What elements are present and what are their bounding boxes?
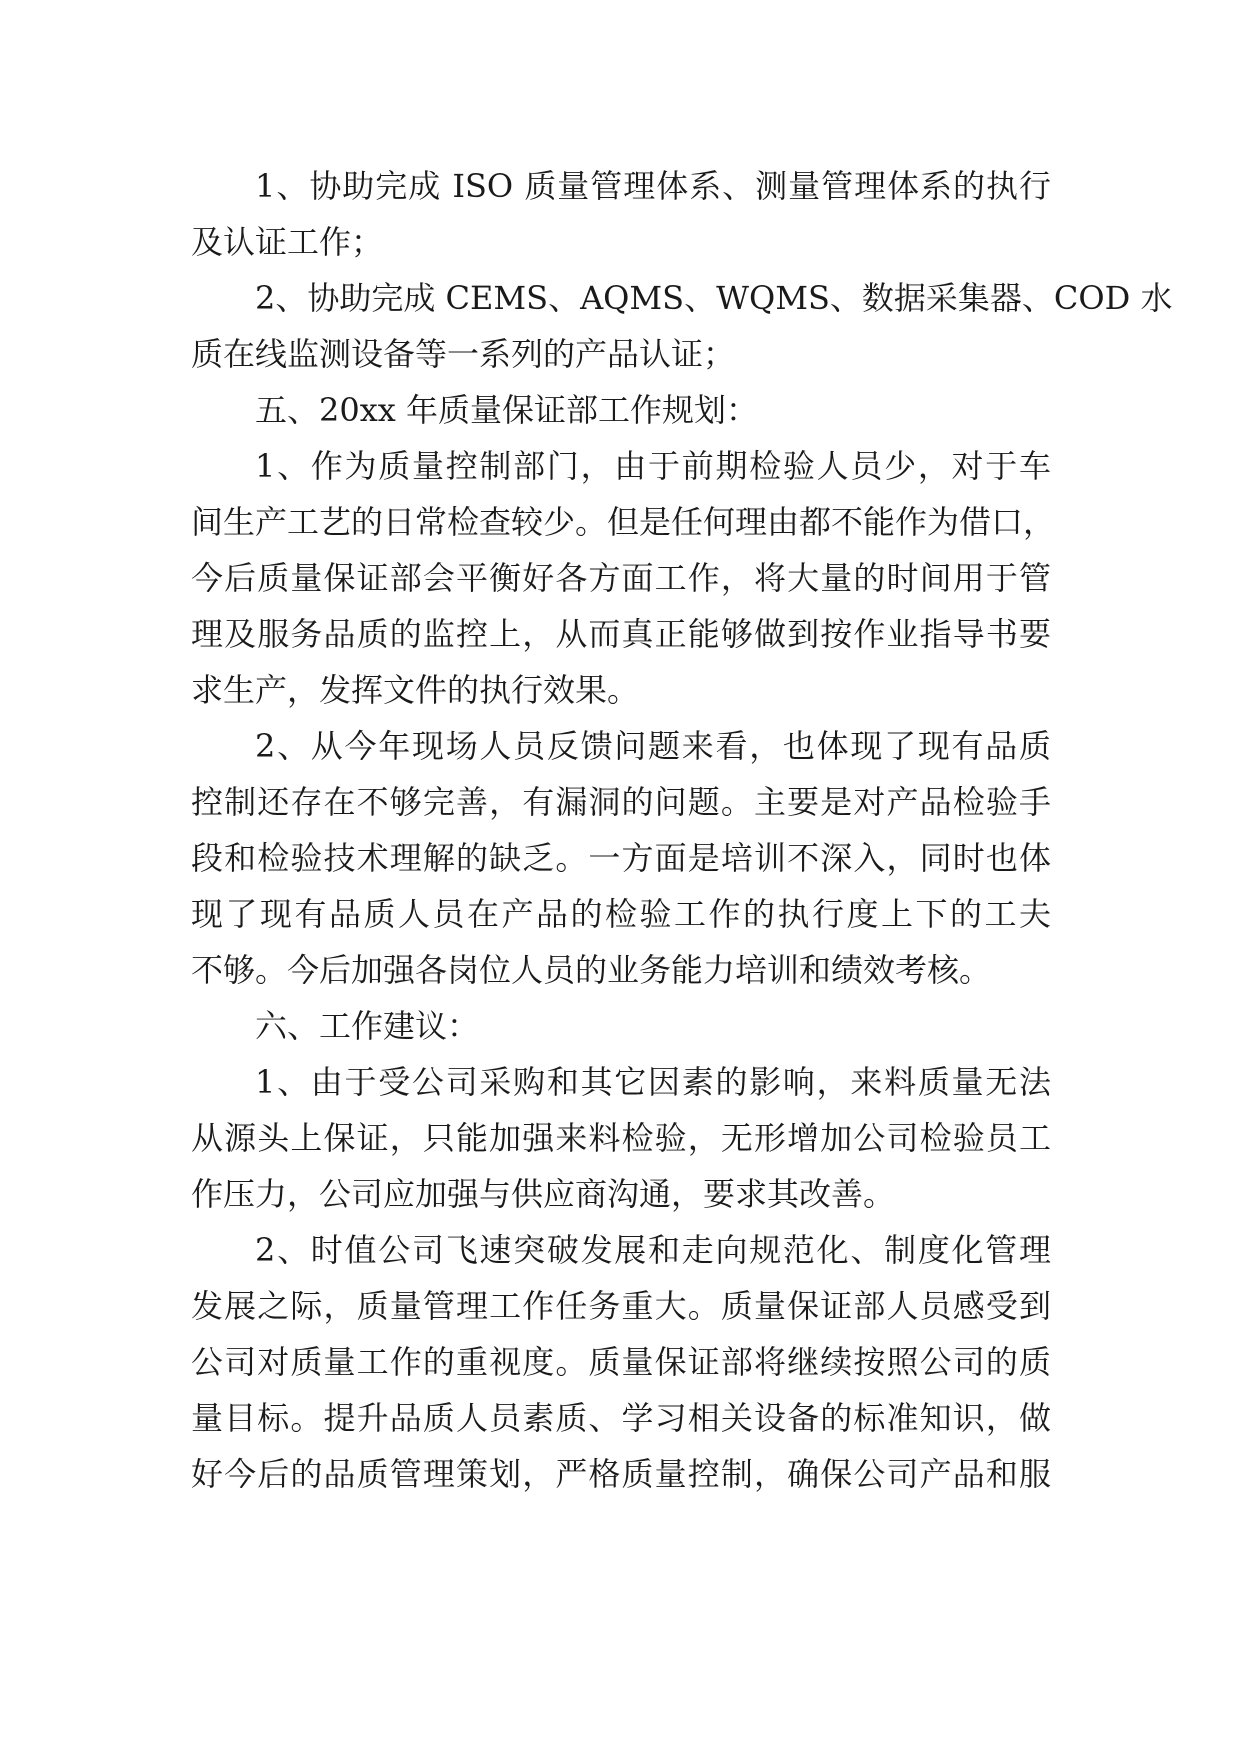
text-line: 控制还存在不够完善，有漏洞的问题。主要是对产品检验手 xyxy=(191,783,1051,821)
text-line: 作压力，公司应加强与供应商沟通，要求其改善。 xyxy=(191,1175,896,1213)
text-line: 1、由于受公司采购和其它因素的影响，来料质量无法 xyxy=(255,1063,1051,1101)
text-line: 从源头上保证，只能加强来料检验，无形增加公司检验员工 xyxy=(191,1119,1051,1157)
text-line: 不够。今后加强各岗位人员的业务能力培训和绩效考核。 xyxy=(191,951,992,989)
text-line: 现了现有品质人员在产品的检验工作的执行度上下的工夫 xyxy=(191,895,1051,933)
text-line: 2、协助完成 CEMS、AQMS、WQMS、数据采集器、COD 水 xyxy=(255,279,1173,317)
text-line: 公司对质量工作的重视度。质量保证部将继续按照公司的质 xyxy=(191,1343,1051,1381)
text-line: 1、协助完成 ISO 质量管理体系、测量管理体系的执行 xyxy=(255,167,1051,205)
text-line: 质在线监测设备等一系列的产品认证； xyxy=(191,335,736,373)
text-line: 及认证工作； xyxy=(191,223,384,261)
text-line: 1、作为质量控制部门，由于前期检验人员少，对于车 xyxy=(255,447,1051,485)
text-line: 好今后的品质管理策划，严格质量控制，确保公司产品和服 xyxy=(191,1455,1051,1493)
text-line: 段和检验技术理解的缺乏。一方面是培训不深入，同时也体 xyxy=(191,839,1051,877)
text-line: 今后质量保证部会平衡好各方面工作，将大量的时间用于管 xyxy=(191,559,1051,597)
text-line: 求生产，发挥文件的执行效果。 xyxy=(191,671,640,709)
text-line: 发展之际，质量管理工作任务重大。质量保证部人员感受到 xyxy=(191,1287,1051,1325)
text-line: 量目标。提升品质人员素质、学习相关设备的标准知识，做 xyxy=(191,1399,1051,1437)
text-line: 2、从今年现场人员反馈问题来看，也体现了现有品质 xyxy=(255,727,1051,765)
document-body xyxy=(191,158,1173,1502)
section-heading: 五、20xx 年质量保证部工作规划： xyxy=(255,391,758,429)
section-heading: 六、工作建议： xyxy=(255,1007,480,1045)
text-line: 理及服务品质的监控上，从而真正能够做到按作业指导书要 xyxy=(191,615,1051,653)
text-line: 间生产工艺的日常检查较少。但是任何理由都不能作为借口， xyxy=(191,503,1056,541)
text-line: 2、时值公司飞速突破发展和走向规范化、制度化管理 xyxy=(255,1231,1051,1269)
